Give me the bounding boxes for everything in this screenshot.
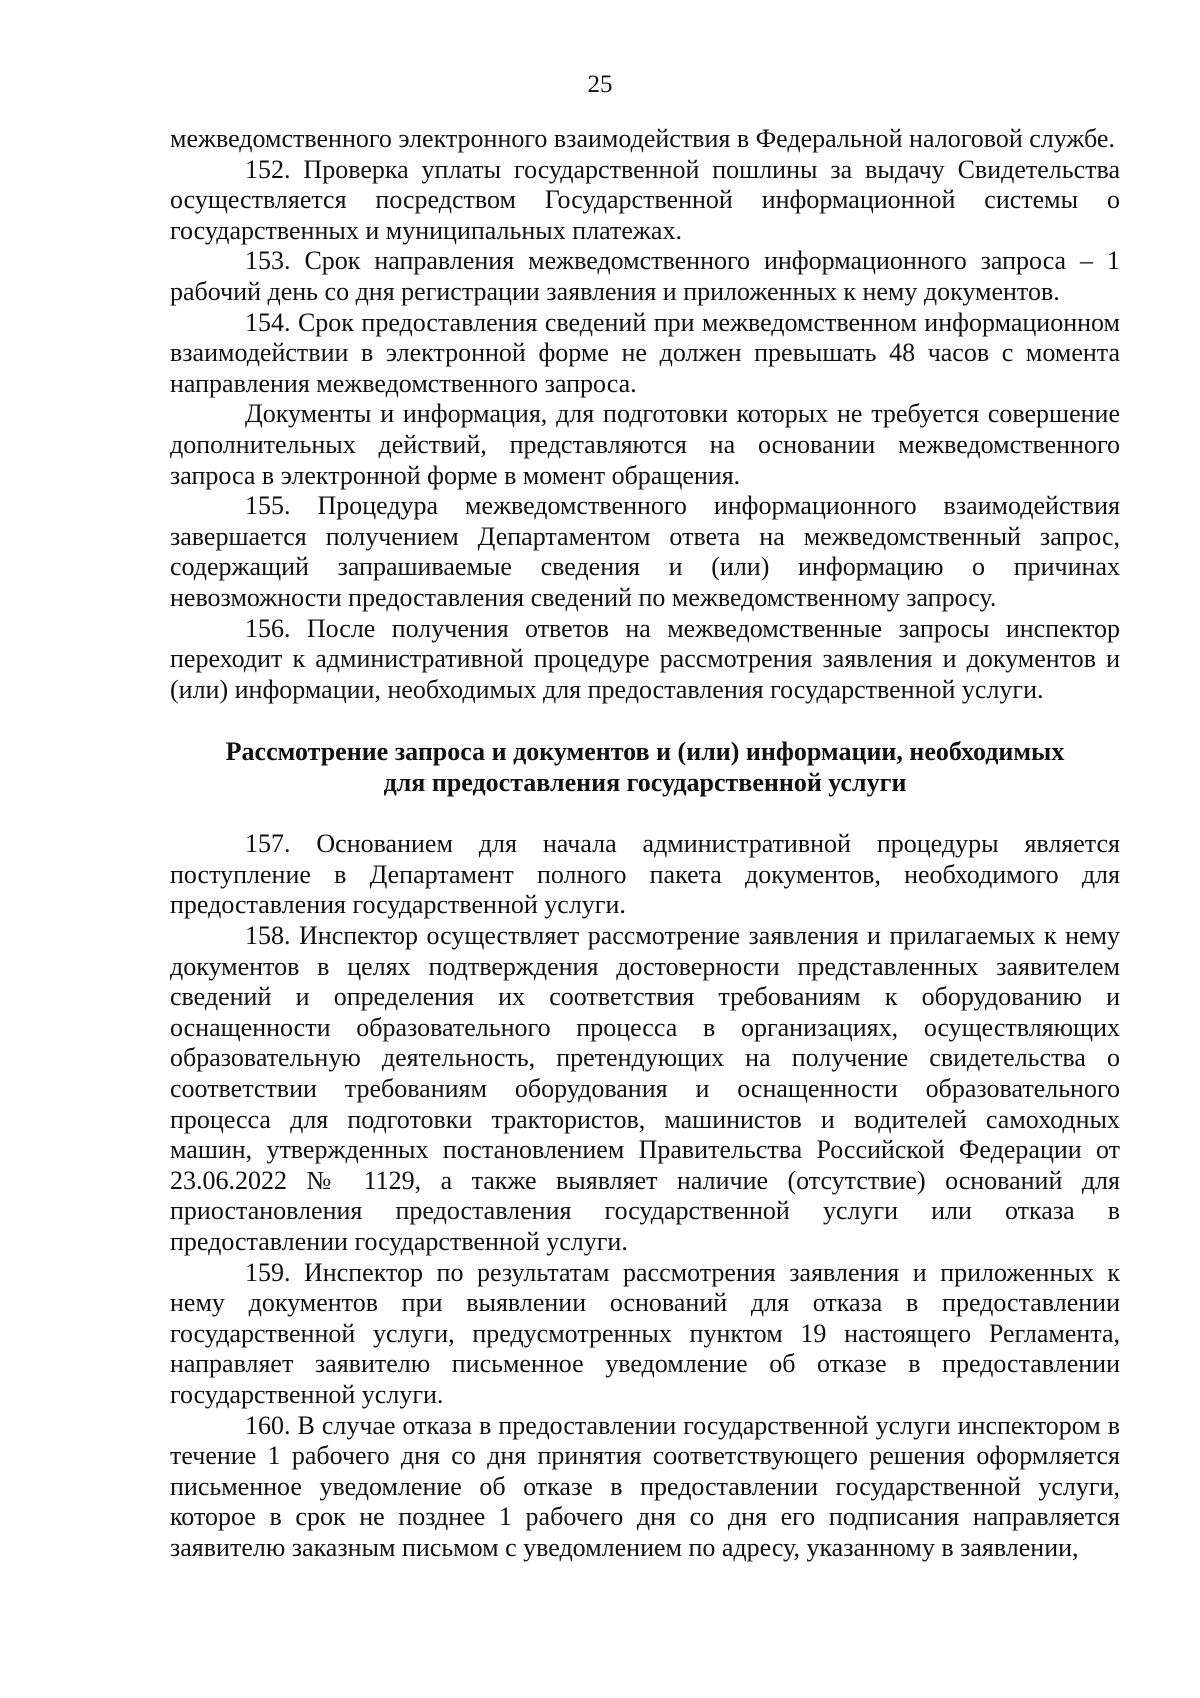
section-heading-line-2: для предоставления государственной услуги bbox=[383, 768, 907, 798]
paragraph-154-documents: Документы и информация, для подготовки которых не требуется совершение дополнительных действий, представляются на основании межведомственного запроса в электронной форме в момент обращения. bbox=[170, 399, 1120, 490]
paragraph-152: 152. Проверка уплаты государственной пошлины за выдачу Свидетельства осуществляется посредством Государственной информационной системы о государственных и муниципальных платежах. bbox=[170, 154, 1120, 245]
paragraph-158: 158. Инспектор осуществляет рассмотрение заявления и прилагаемых к нему документов в целях подтверждения достоверности представленных заявителем сведений и определения их соответствия требованиям к оборудованию и оснащенности образовательного процесса в организациях, осуществляющих образовательную деятельность, претендующих на получение свидетельства о соответствии требованиям оборудования и оснащенности образовательного процесса для подготовки трактористов, машинистов и водителей самоходных машин, утвержденных постановлением Правительства Российской Федерации от 23.06.2022 № 1129, а также выявляет наличие (отсутствие) оснований для приостановления предоставления государственной услуги или отказа в предоставлении государственной услуги. bbox=[170, 921, 1120, 1256]
paragraph-154: 154. Срок предоставления сведений при межведомственном информационном взаимодействии в электронной форме не должен превышать 48 часов с момента направления межведомственного запроса. bbox=[170, 307, 1120, 398]
paragraph-156: 156. После получения ответов на межведомственные запросы инспектор переходит к административной процедуре рассмотрения заявления и документов и (или) информации, необходимых для предоставления государственной услуги. bbox=[170, 613, 1120, 704]
section-heading bbox=[170, 736, 1120, 798]
paragraph-continuation: межведомственного электронного взаимодействия в Федеральной налоговой службе. bbox=[170, 124, 1115, 153]
paragraph-160: 160. В случае отказа в предоставлении государственной услуги инспектором в течение 1 рабочего дня со дня принятия соответствующего решения оформляется письменное уведомление об отказе в предоставлении государственной услуги, которое в срок не позднее 1 рабочего дня со дня его подписания направляется заявителю заказным письмом с уведомлением по адресу, указанному в заявлении, bbox=[170, 1410, 1120, 1562]
paragraph-153: 153. Срок направления межведомственного информационного запроса – 1 рабочий день со дня регистрации заявления и приложенных к нему документов. bbox=[170, 246, 1120, 306]
document-body bbox=[170, 124, 1120, 1564]
section-heading-line-1: Рассмотрение запроса и документов и (или) информации, необходимых bbox=[225, 737, 1065, 767]
page-number: 25 bbox=[587, 71, 613, 98]
paragraph-157: 157. Основанием для начала административной процедуры является поступление в Департамент полного пакета документов, необходимого для предоставления государственной услуги. bbox=[170, 829, 1120, 920]
paragraph-159: 159. Инспектор по результатам рассмотрения заявления и приложенных к нему документов при выявлении оснований для отказа в предоставлении государственной услуги, предусмотренных пунктом 19 настоящего Регламента, направляет заявителю письменное уведомление об отказе в предоставлении государственной услуги. bbox=[170, 1257, 1120, 1409]
paragraph-155: 155. Процедура межведомственного информационного взаимодействия завершается получением Департаментом ответа на межведомственный запрос, содержащий запрашиваемые сведения и (или) информацию о причинах невозможности предоставления сведений по межведомственному запросу. bbox=[170, 491, 1120, 612]
